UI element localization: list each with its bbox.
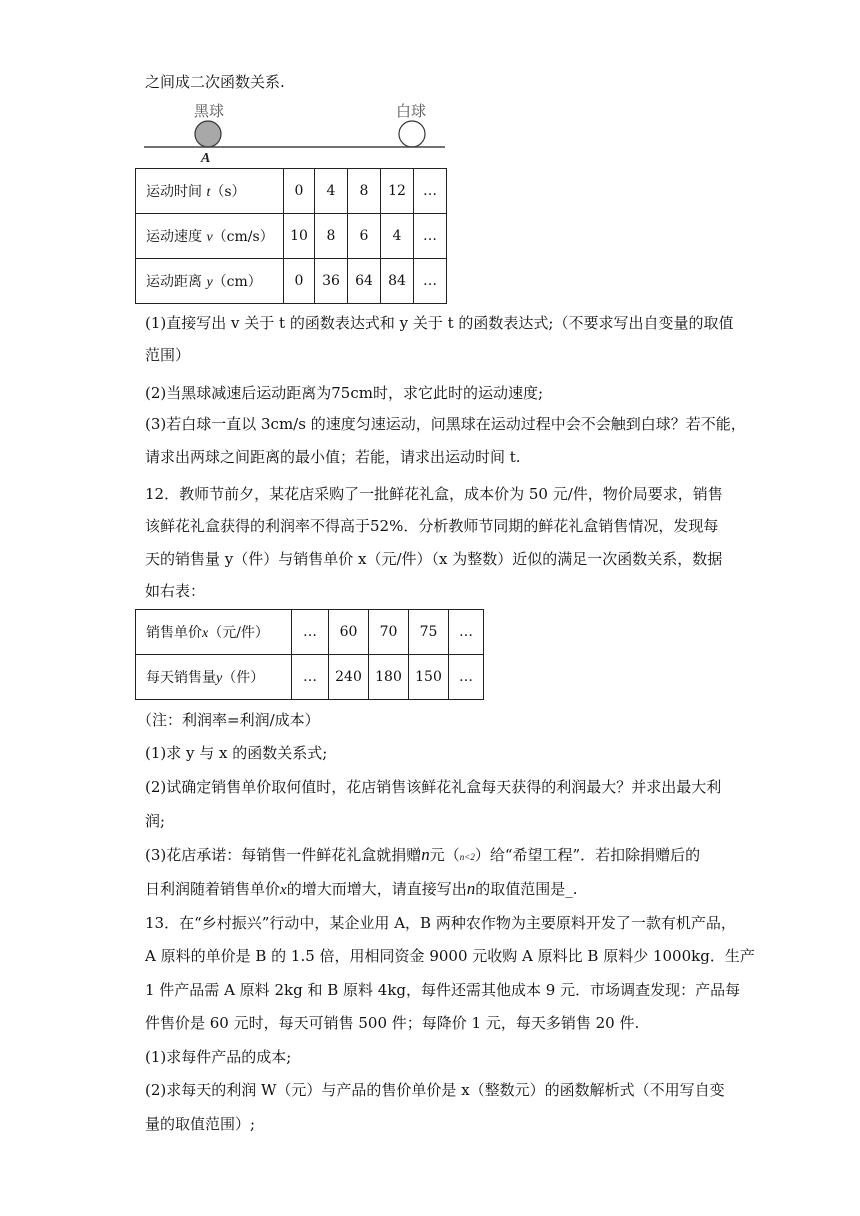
var-n: n <box>421 845 430 864</box>
q11-part1-line2: 范围） <box>145 346 191 364</box>
q13-line1: 13．在“乡村振兴”行动中，某企业用 A，B 两种农作物为主要原料开发了一款有机产品， <box>145 914 736 932</box>
condition-n: n<2 <box>459 852 475 862</box>
table-cell: 10 <box>284 214 315 259</box>
q13-line3: 1 件产品需 A 原料 2kg 和 B 原料 4kg，每件还需其他成本 9 元．市场调查发现：产品每 <box>145 981 741 999</box>
q12-line3: 天的销售量 y（件）与销售单价 x（元/件）（x 为整数）近似的满足一次函数关系，数据 <box>145 550 723 568</box>
q11-part2: (2)当黑球减速后运动距离为75cm时，求它此时的运动速度; <box>145 384 544 402</box>
intro-text: 之间成二次函数关系. <box>145 73 285 91</box>
table-cell: … <box>414 169 447 214</box>
table-cell: 60 <box>329 610 369 655</box>
table-cell: … <box>449 610 484 655</box>
white-ball-label: 白球 <box>396 102 427 120</box>
row-header: 销售单价x（元/件） <box>136 610 292 655</box>
row-header: 运动距离 y（cm） <box>136 259 284 304</box>
q12-part2-line2: 润; <box>145 812 166 830</box>
table-cell: … <box>414 214 447 259</box>
black-ball <box>195 121 221 147</box>
q12-part3-line2: 日利润随着销售单价x的增大而增大，请直接写出n的取值范围是_. <box>145 879 578 898</box>
table-cell: … <box>449 655 484 700</box>
table-cell: 0 <box>284 259 315 304</box>
table-cell: … <box>292 610 329 655</box>
table-cell: 84 <box>381 259 414 304</box>
q12-note: （注：利润率=利润/成本） <box>137 711 320 729</box>
q13-line4: 件售价是 60 元时，每天可销售 500 件；每降价 1 元，每天多销售 20 件. <box>145 1014 640 1032</box>
table-cell: 64 <box>348 259 381 304</box>
q13-line2: A 原料的单价是 B 的 1.5 倍，用相同资金 9000 元收购 A 原料比 B 原料少 1000kg．生产 <box>145 947 755 965</box>
q13-part2-line2: 量的取值范围）; <box>145 1115 256 1133</box>
motion-table <box>135 168 447 304</box>
q12-part3-line1: (3)花店承诺：每销售一件鲜花礼盒就捐赠n元（n<2）给“希望工程”．若扣除捐赠后的 <box>145 845 701 864</box>
table-cell: 8 <box>348 169 381 214</box>
table-cell: … <box>292 655 329 700</box>
q11-part3-line1: (3)若白球一直以 3cm/s 的速度匀速运动，问黑球在运动过程中会不会触到白球？若不能， <box>145 415 746 433</box>
table-row <box>136 259 447 304</box>
row-header: 运动时间 t（s） <box>136 169 284 214</box>
table-cell: 6 <box>348 214 381 259</box>
q13-part1: (1)求每件产品的成本; <box>145 1048 292 1066</box>
table-cell: 0 <box>284 169 315 214</box>
white-ball <box>399 121 425 147</box>
table-cell: 36 <box>315 259 348 304</box>
table-row <box>136 610 484 655</box>
q12-line2: 该鲜花礼盒获得的利润率不得高于52%．分析教师节同期的鲜花礼盒销售情况，发现每 <box>145 517 719 535</box>
table-row <box>136 214 447 259</box>
sales-table <box>135 609 484 700</box>
table-cell: 4 <box>381 214 414 259</box>
table-cell: … <box>414 259 447 304</box>
table-cell: 240 <box>329 655 369 700</box>
table-cell: 75 <box>409 610 449 655</box>
table-cell: 8 <box>315 214 348 259</box>
table-cell: 180 <box>369 655 409 700</box>
table-cell: 12 <box>381 169 414 214</box>
table-row <box>136 169 447 214</box>
q12-part1: (1)求 y 与 x 的函数关系式; <box>145 744 328 762</box>
point-a-label: A <box>201 151 211 166</box>
q12-part2-line1: (2)试确定销售单价取何值时，花店销售该鲜花礼盒每天获得的利润最大？并求出最大利 <box>145 778 722 796</box>
table-cell: 4 <box>315 169 348 214</box>
ball-figure <box>140 98 450 168</box>
row-header: 运动速度 v（cm/s） <box>136 214 284 259</box>
row-header: 每天销售量y（件） <box>136 655 292 700</box>
table-row <box>136 655 484 700</box>
table-cell: 150 <box>409 655 449 700</box>
q12-line1: 12．教师节前夕，某花店采购了一批鲜花礼盒，成本价为 50 元/件，物价局要求，销售 <box>145 485 723 503</box>
q11-part3-line2: 请求出两球之间距离的最小值；若能，请求出运动时间 t. <box>145 448 521 466</box>
q11-part1-line1: (1)直接写出 v 关于 t 的函数表达式和 y 关于 t 的函数表达式;（不要求写出自变量的取值 <box>145 314 734 332</box>
black-ball-label: 黑球 <box>194 102 225 120</box>
q12-line4: 如右表： <box>145 582 206 600</box>
q13-part2-line1: (2)求每天的利润 W（元）与产品的售价单价是 x（整数元）的函数解析式（不用写自变 <box>145 1081 725 1099</box>
table-cell: 70 <box>369 610 409 655</box>
